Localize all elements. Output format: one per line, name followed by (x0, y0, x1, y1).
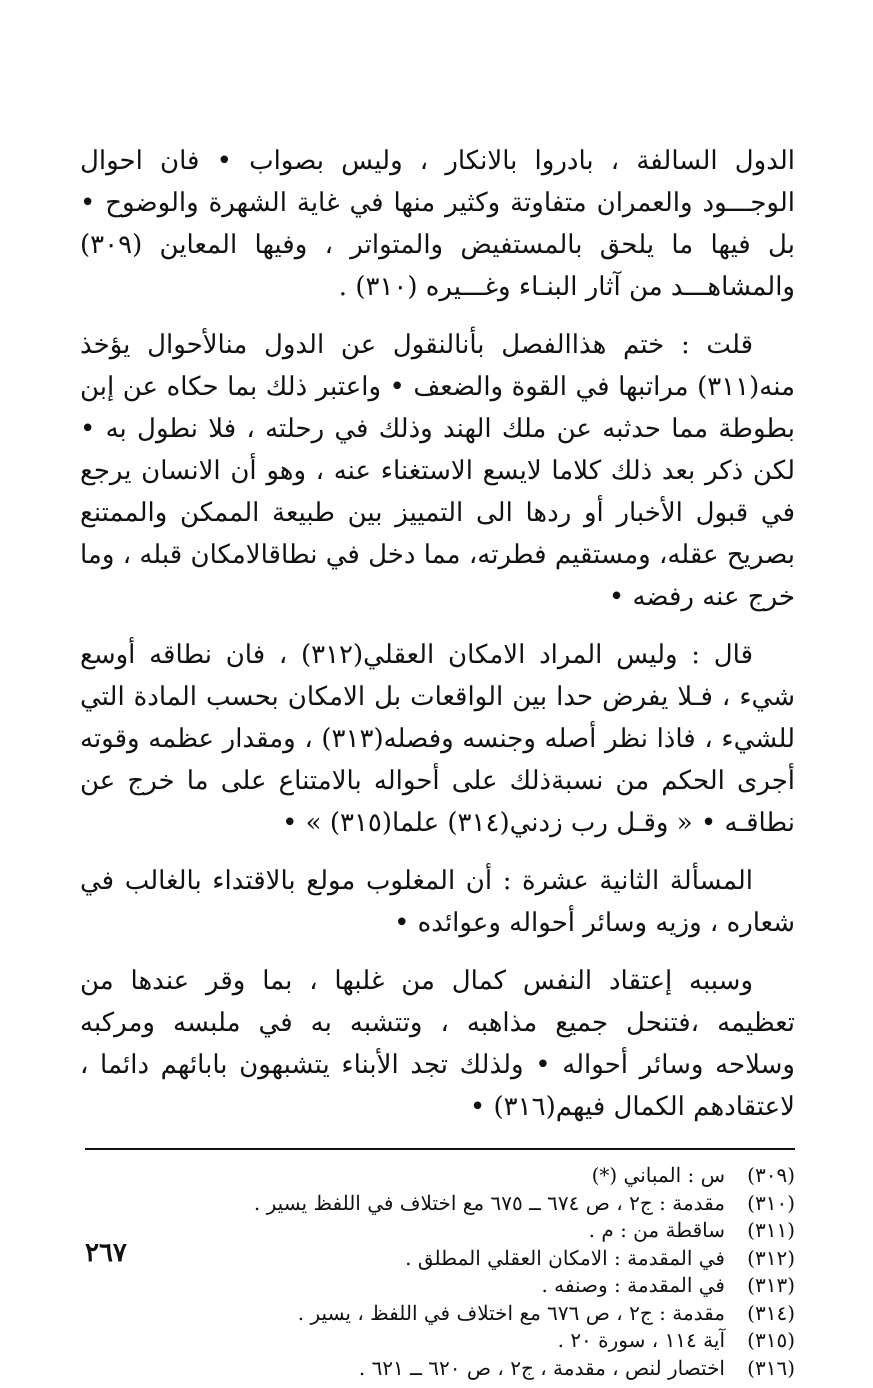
paragraph-5: وسببه إعتقاد النفس كمال من غلبها ، بما وقر عندها من تعظيمه ،فتنحل جميع مذاهبه ، وتتشبه به في ملبسه ومركبه وسلاحه وسائر أحواله • ولذلك تجد الأبناء يتشبهون بابائهم دائما ، لاعتقادهم الكمال فيهم(٣١٦) • (80, 966, 795, 1122)
paragraph-1: الدول السالفة ، بادروا بالانكار ، وليس بصواب • فان احوال الوجـــود والعمران متفاوتة وكثير منها في غاية الشهرة والوضوح • بل فيها ما يلحق بالمستفيض والمتواتر ، وفيها المعاين (٣٠٩) والمشاهـــد من آثار البنـاء وغـــيره (٣١٠) . (80, 146, 795, 302)
footnote-row (85, 1327, 795, 1355)
footnote-number: (٣١١) (747, 1218, 795, 1242)
footnote-number: (٣١٦) (747, 1355, 795, 1380)
footnote-text: آية ١١٤ ، سورة ٢٠ . (557, 1328, 725, 1352)
footnote-text: س : المباني (*) (591, 1163, 725, 1187)
footnote-text: في المقدمة : وصنفه . (541, 1273, 725, 1297)
footnote-text: في المقدمة : الامكان العقلي المطلق . (405, 1245, 725, 1270)
paragraph-3: قال : وليس المراد الامكان العقلي(٣١٢) ، فان نطاقه أوسع شيء ، فـلا يفرض حدا بين الواقعات بل الامكان بحسب المادة التي للشيء ، فاذا نظر أصله وجنسه وفصله(٣١٣) ، ومقدار عظمه وقوته أجرى الحكم من نسبةذلك على أحواله بالامتناع على ما خرج عن نطاقـه • « وقـل رب زدني(٣١٤) علما(٣١٥) » • (80, 640, 796, 838)
footnote-row (85, 1300, 795, 1328)
footnote-text: مقدمة : ج٢ ، ص ٦٧٦ مع اختلاف في اللفظ ، يسير . (297, 1300, 725, 1325)
footnote-number: (٣١٢) (747, 1245, 795, 1270)
footnotes (85, 1162, 795, 1382)
footnote-row (85, 1162, 795, 1190)
footnote-row (85, 1245, 795, 1273)
footnote-number: (٣١٠) (747, 1190, 795, 1215)
footnote-row (85, 1272, 795, 1300)
page-body (80, 140, 795, 1382)
paragraph-2: قلت : ختم هذاالفصل بأنالنقول عن الدول منالأحوال يؤخذ منه(٣١١) مراتبها في القوة والضعف • واعتبر ذلك بما حكاه عن إبن بطوطة مما حدثبه عن ملك الهند وذلك في رحلته ، فلا نطول به • لكن ذكر بعد ذلك كلاما لايسع الاستغناء عنه ، وهو أن الانسان يرجع في قبول الأخبار أو ردها الى التمييز بين طبيعة الممكن والممتنع بصريح عقله، ومستقيم فطرته، مما دخل في نطاقالامكان قبله ، وما خرج عنه رفضه • (80, 330, 796, 612)
footnote-text: ساقطة من : م . (588, 1218, 725, 1242)
page-number: ٢٦٧ (85, 1238, 127, 1268)
footnote-number: (٣١٥) (747, 1328, 795, 1352)
footnote-number: (٣٠٩) (747, 1163, 795, 1187)
paragraph-4: المسألة الثانية عشرة : أن المغلوب مولع بالاقتداء بالغالب في شعاره ، وزيه وسائر أحواله وعوائده • (80, 866, 795, 938)
footnote-number: (٣١٤) (747, 1300, 795, 1325)
footnote-separator (85, 1148, 795, 1150)
footnote-row (85, 1190, 795, 1218)
footnote-row (85, 1217, 795, 1245)
footnote-row (85, 1355, 795, 1383)
footnote-number: (٣١٣) (747, 1273, 795, 1297)
footnote-text: اختصار لنص ، مقدمة ، ج٢ ، ص ٦٢٠ ــ ٦٢١ . (358, 1355, 725, 1380)
footnote-text: مقدمة : ج٢ ، ص ٦٧٤ ــ ٦٧٥ مع اختلاف في اللفظ يسير . (253, 1190, 725, 1215)
